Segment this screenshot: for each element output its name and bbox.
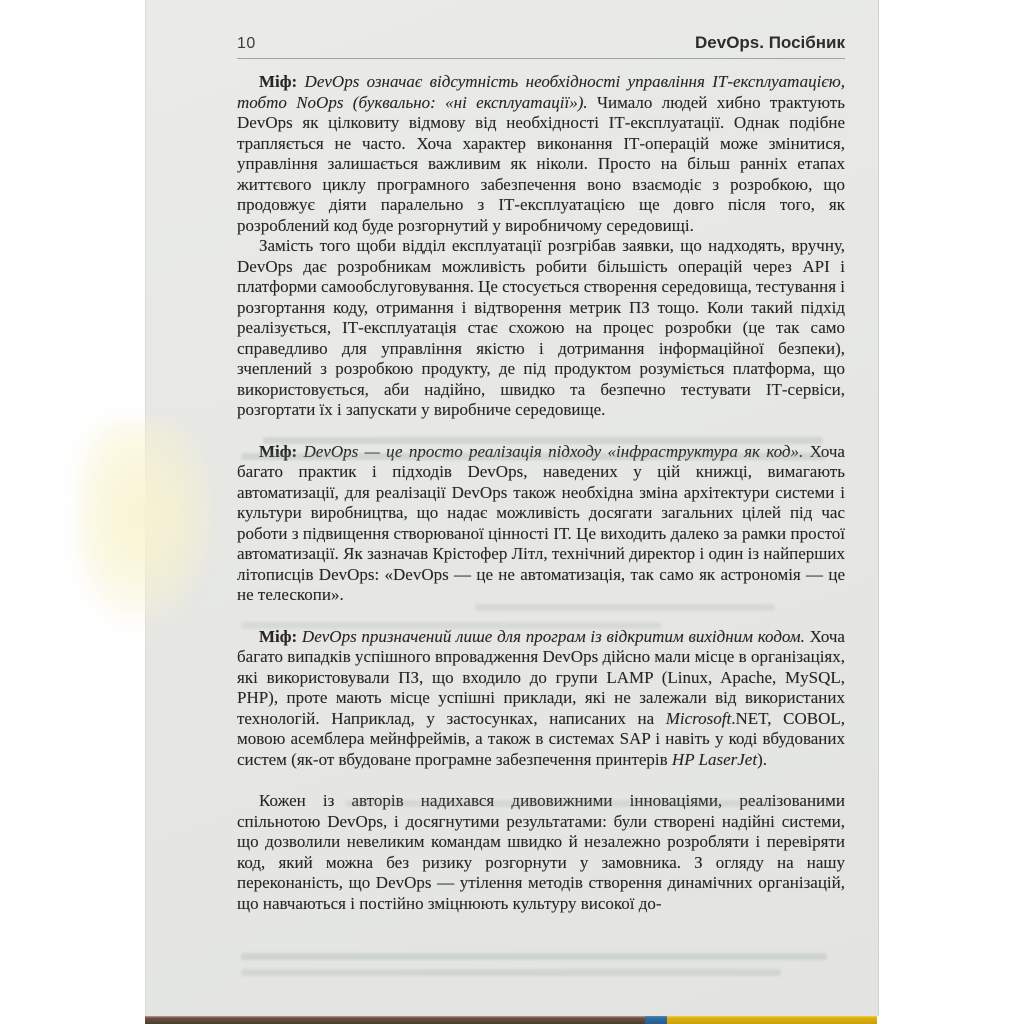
header-rule <box>237 58 845 59</box>
book-page <box>145 0 879 1016</box>
page-body <box>237 72 845 914</box>
paragraph <box>237 442 845 606</box>
text-run-italic: HP LaserJet <box>671 749 758 769</box>
text-run-bold: Міф: <box>259 441 304 461</box>
cover-edge-blue-mark <box>645 1016 667 1024</box>
text-run-italic: DevOps означає відсутність необхідності управління ІТ-експлуатацією, тобто NoOps (буквально: «ні експлуатації»). <box>237 72 846 112</box>
text-run-italic: Microsoft <box>665 708 732 728</box>
ghost-text-artifact <box>241 969 781 976</box>
cover-edge-yellow <box>667 1016 877 1024</box>
text-run-regular: Замість того щоби відділ експлуатації розгрібав заявки, що надходять, вручну, DevOps дає розробникам можливість робити більшість операцій через API і платформи самообслуговування. Це стосується створення середовища, тестування і розгортання коду, отримання і відтворення метрик ПЗ тощо. Коли такий підхід реалізується, ІТ-експлуатація стає схожою на процес розробки (це так само справедливо для управління якістю і дотримання інформаційної безпеки), зчеплений з розробкою продукту, де під продуктом розуміється платформа, що використовується, аби надійно, швидко та безпечно тестувати ІТ-сервіси, розгортати їх і запускати у виробниче середовище. <box>237 236 845 419</box>
text-run-regular: .NET, COBOL, мовою асемблера мейнфреймів, а також в системах SAP і навіть у коді вбудованих систем (як-от вбудоване програмне забезпечення принтерів <box>237 708 845 769</box>
text-run-regular: Кожен із авторів надихався дивовижними інноваціями, реалізованими спільнотою DevOps, і досягнутими результатами: були створені надійні системи, що дозволили невеликим командам швидко й незалежно розробляти і перевіряти код, який можна без ризику розгорнути у замовника. З огляду на нашу переконаність, що DevOps — утілення методів створення динамічних організацій, що навчаються і постійно зміцнюють культуру високої до- <box>237 791 845 913</box>
text-run-regular: ). <box>757 749 767 769</box>
paragraph <box>237 627 845 771</box>
paragraph <box>237 791 845 914</box>
text-run-bold: Міф: <box>259 626 302 646</box>
text-run-regular: Хоча багато практик і підходів DevOps, наведених у цій книжці, вимагають автоматизації, для реалізації DevOps також необхідна зміна архітектури системи і культури виробництва, що надає можливість досягати загальних цілей під час роботи з підвищення створюваної цінності ІТ. Це виходить далеко за рамки простої автоматизації. Як зазначав Крістофер Літл, технічний директор і один із найперших літописців DevOps: «DevOps — це не автоматизація, так само як астрономія — це не телескопи». <box>237 441 845 604</box>
book-cover-edge <box>145 1016 877 1024</box>
ghost-text-artifact <box>241 953 827 960</box>
text-run-italic: DevOps призначений лише для програм із відкритим вихідним кодом. <box>301 626 810 646</box>
text-run-regular: Чимало людей хибно трактують DevOps як цілковиту відмову від необхідності ІТ-експлуатації. Однак подібне трапляється не часто. Хоча характер виконання ІТ-операцій може змінитися, управління залишається важливим як ніколи. Просто на більш ранніх етапах життєвого циклу програмного забезпечення воно взаємодіє з розробкою, що продовжує діяти паралельно з ІТ-експлуатацією ще довго після того, як розроблений код буде розгорнутий у виробничому середовищі. <box>237 92 845 235</box>
text-run-regular: Хоча багато випадків успішного впровадження DevOps дійсно мали місце в організаціях, які використовували ПЗ, що входило до групи LAMP (Linux, Apache, MySQL, PHP), проте мають місце успішні приклади, які не залежали від використаних технологій. Наприклад, у застосунках, написаних на <box>237 626 845 728</box>
text-run-italic: DevOps — це просто реалізація підходу «інфраструктура як код». <box>303 441 810 461</box>
text-run-bold: Міф: <box>259 72 305 91</box>
paragraph <box>237 72 845 236</box>
running-title: DevOps. Посібник <box>695 33 845 52</box>
paragraph <box>237 236 845 421</box>
page-number: 10 <box>237 35 256 52</box>
cover-edge-shadow <box>145 1016 645 1024</box>
page-header <box>237 0 845 53</box>
